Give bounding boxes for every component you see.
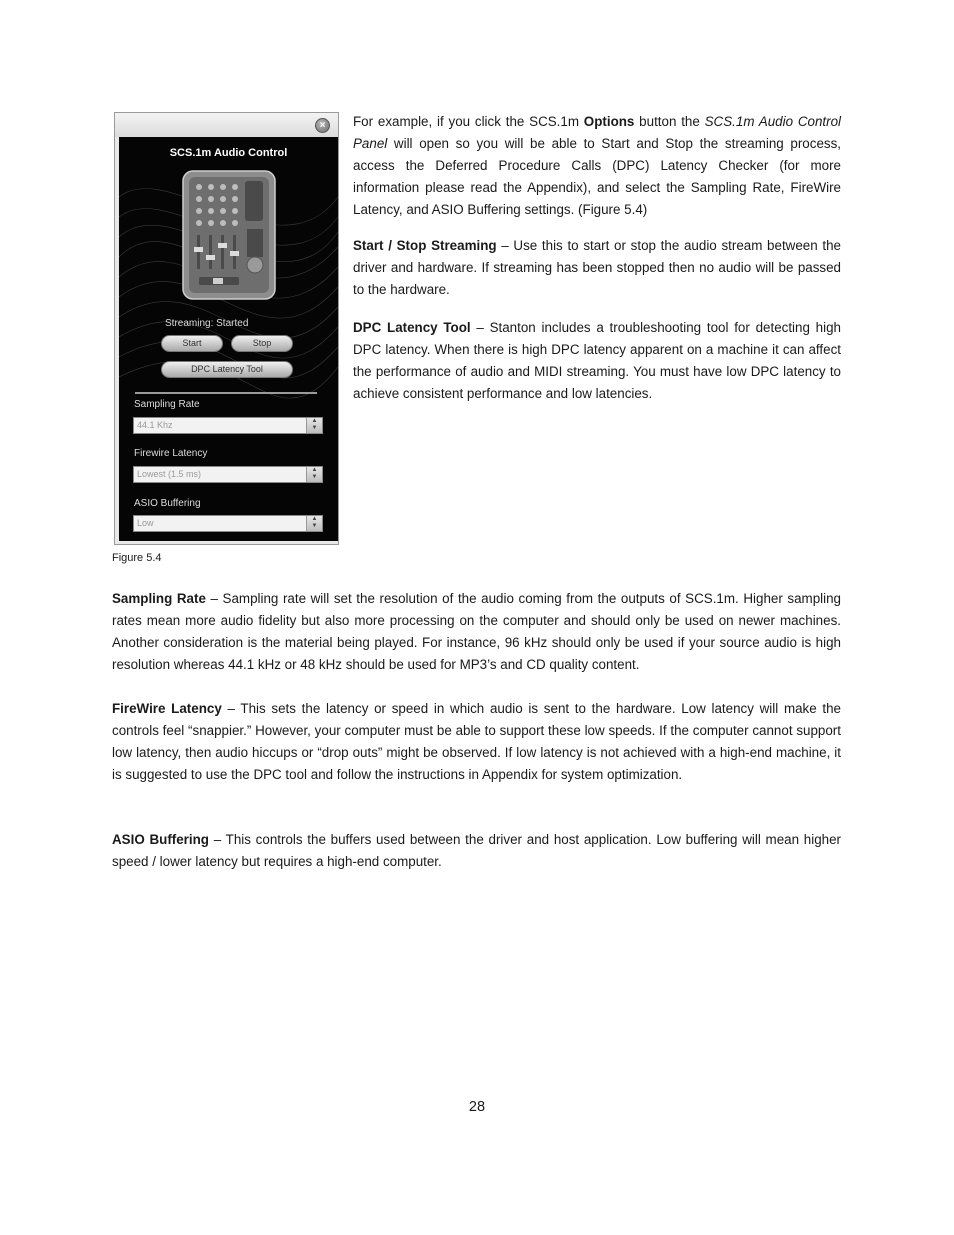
spinner-arrows-icon[interactable]: ▲ ▼ — [306, 467, 322, 482]
audio-control-panel-screenshot — [114, 112, 339, 545]
firewire-latency-label: Firewire Latency — [134, 448, 208, 459]
panel-titlebar — [115, 113, 338, 137]
asio-buffering-select[interactable] — [133, 515, 323, 532]
start-stop-paragraph: Start / Stop Streaming – Use this to start or stop the audio stream between the driver and hardware. If streaming has been stopped then no audio will be passed to the hardware. — [353, 238, 842, 297]
sampling-rate-paragraph: Sampling Rate – Sampling rate will set the resolution of the audio coming from the outputs of SCS.1m. Higher sampling rates mean more audio fidelity but also more processing on the computer and should only be used on newer machines. Another consideration is the material being played. For instance, 96 kHz should only be used if your source audio is high resolution whereas 44.1 kHz or 48 kHz should be used for MP3’s and CD quality content. — [112, 591, 841, 672]
sampling-rate-value: 44.1 Khz — [137, 420, 173, 430]
asio-buffering-label: ASIO Buffering — [134, 498, 201, 509]
separator — [135, 392, 317, 394]
spinner-arrows-icon[interactable]: ▲ ▼ — [306, 516, 322, 531]
streaming-status: Streaming: Started — [165, 318, 249, 329]
sampling-rate-select[interactable] — [133, 417, 323, 434]
mixer-device-icon — [181, 169, 277, 301]
dpc-paragraph: DPC Latency Tool – Stanton includes a troubleshooting tool for detecting high DPC latency. When there is high DPC latency apparent on a machine it can affect the performance of audio and MIDI streaming. You must have low DPC latency to achieve consistent performance and low latencies. — [353, 320, 841, 401]
start-button[interactable]: Start — [161, 335, 223, 352]
firewire-latency-paragraph: FireWire Latency – This sets the latency or speed in which audio is sent to the hardware. Low latency will make the controls feel “snappier.” However, your computer must be able to support these low speeds. If the computer cannot support low latency, then audio hiccups or “drop outs” might be observed. If low latency is not achieved with a high-end machine, it is suggested to use the DPC tool and follow the instructions in Appendix for system optimization. — [112, 701, 842, 782]
asio-buffering-paragraph: ASIO Buffering – This controls the buffers used between the driver and host application. Low buffering will mean higher speed / lower latency but requires a high-end computer. — [112, 832, 841, 869]
stop-button[interactable]: Stop — [231, 335, 293, 352]
intro-paragraph: For example, if you click the SCS.1m Options button the SCS.1m Audio Control Panel will open so you will be able to Start and Stop the streaming process, access the Deferred Procedure Calls (DPC) Latency Checker (for more information please read the Appendix), and select the Sampling Rate, FireWire Latency, and ASIO Buffering settings. (Figure 5.4) — [353, 114, 841, 217]
figure-caption: Figure 5.4 — [112, 552, 162, 564]
firewire-latency-select[interactable] — [133, 466, 323, 483]
asio-buffering-value: Low — [137, 518, 154, 528]
close-icon[interactable]: × — [315, 118, 330, 133]
spinner-arrows-icon[interactable]: ▲ ▼ — [306, 418, 322, 433]
page-number: 28 — [468, 1099, 486, 1115]
firewire-latency-value: Lowest (1.5 ms) — [137, 469, 202, 479]
panel-body — [119, 137, 338, 541]
dpc-latency-tool-button[interactable]: DPC Latency Tool — [161, 361, 293, 378]
panel-title: SCS.1m Audio Control — [169, 147, 288, 159]
sampling-rate-label: Sampling Rate — [134, 399, 200, 410]
